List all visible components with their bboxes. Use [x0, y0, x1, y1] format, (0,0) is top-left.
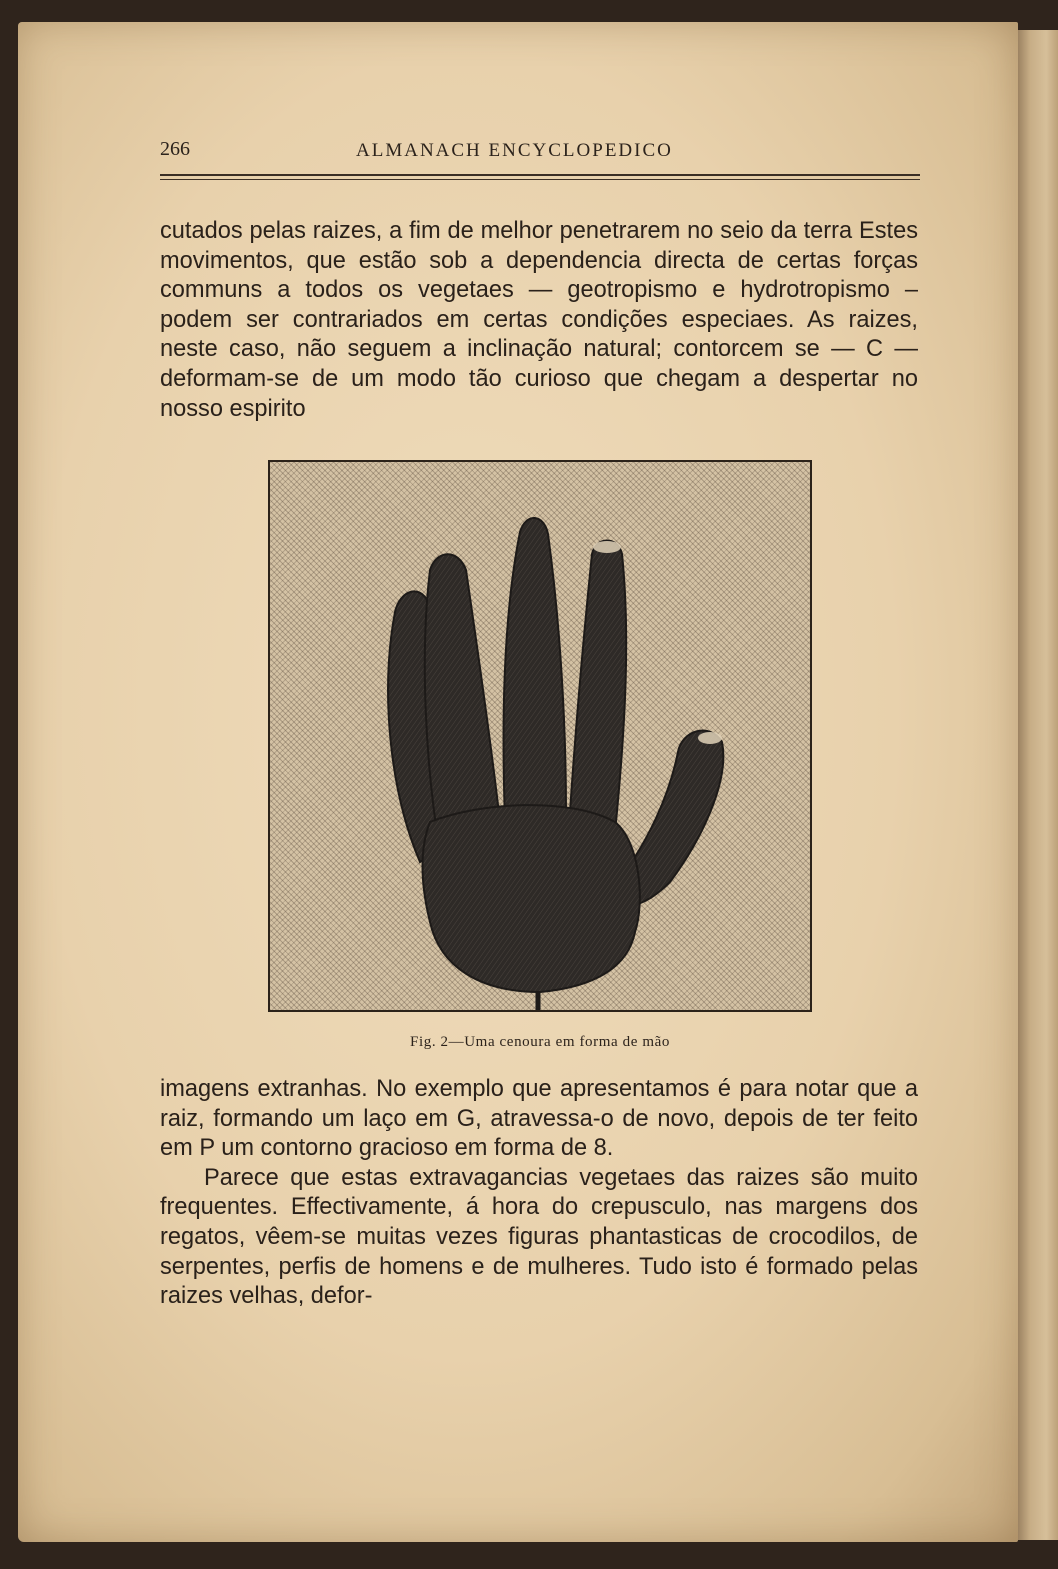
- root-finger-ring: [570, 541, 626, 833]
- body-text-top: [160, 217, 918, 424]
- paragraph: imagens extranhas. No exemplo que apresentamos é para notar que a raiz, formando um laço em G, atravessa-o de novo, depois de ter feito em P um contorno gracioso em forma de 8.: [160, 1076, 918, 1162]
- figure-engraving: [268, 460, 812, 1012]
- thumb-tip-highlight: [698, 732, 722, 744]
- figure-caption: Fig. 2—Uma cenoura em forma de mão: [410, 1034, 670, 1050]
- header-rule-thin: [160, 179, 920, 180]
- carrot-hand-illustration: [270, 462, 810, 1010]
- header-rule: [160, 174, 920, 176]
- page-header: [160, 138, 920, 168]
- root-finger-middle: [504, 518, 566, 822]
- body-text-bottom: [160, 1075, 918, 1312]
- finger-tip-highlight: [593, 541, 621, 553]
- paragraph: Parece que estas extravagancias vegetaes das raizes são muito frequentes. Effectivamente, á hora do crepusculo, nas margens dos regatos, vêem-se muitas vezes figuras phantasticas de crocodilos, de serpentes, perfis de homens e de mulheres. Tudo isto é formado pelas raizes velhas, defor-: [160, 1164, 918, 1310]
- page-number: 266: [160, 138, 190, 160]
- adjacent-page-edge: [1012, 30, 1058, 1540]
- paragraph: cutados pelas raizes, a fim de melhor penetrarem no seio da terra Estes movimentos, que estão sob a dependencia directa de certas forças communs a todos os vegetaes — geotropismo e hydrotropismo – podem ser contrariados em certas condições especiaes. As raizes, neste caso, não seguem a inclinação natural; contorcem se — C — deformam-se de um modo tão curioso que chegam a despertar no nosso espirito: [160, 218, 918, 422]
- root-palm: [423, 805, 640, 992]
- running-title: ALMANACH ENCYCLOPEDICO: [356, 140, 673, 161]
